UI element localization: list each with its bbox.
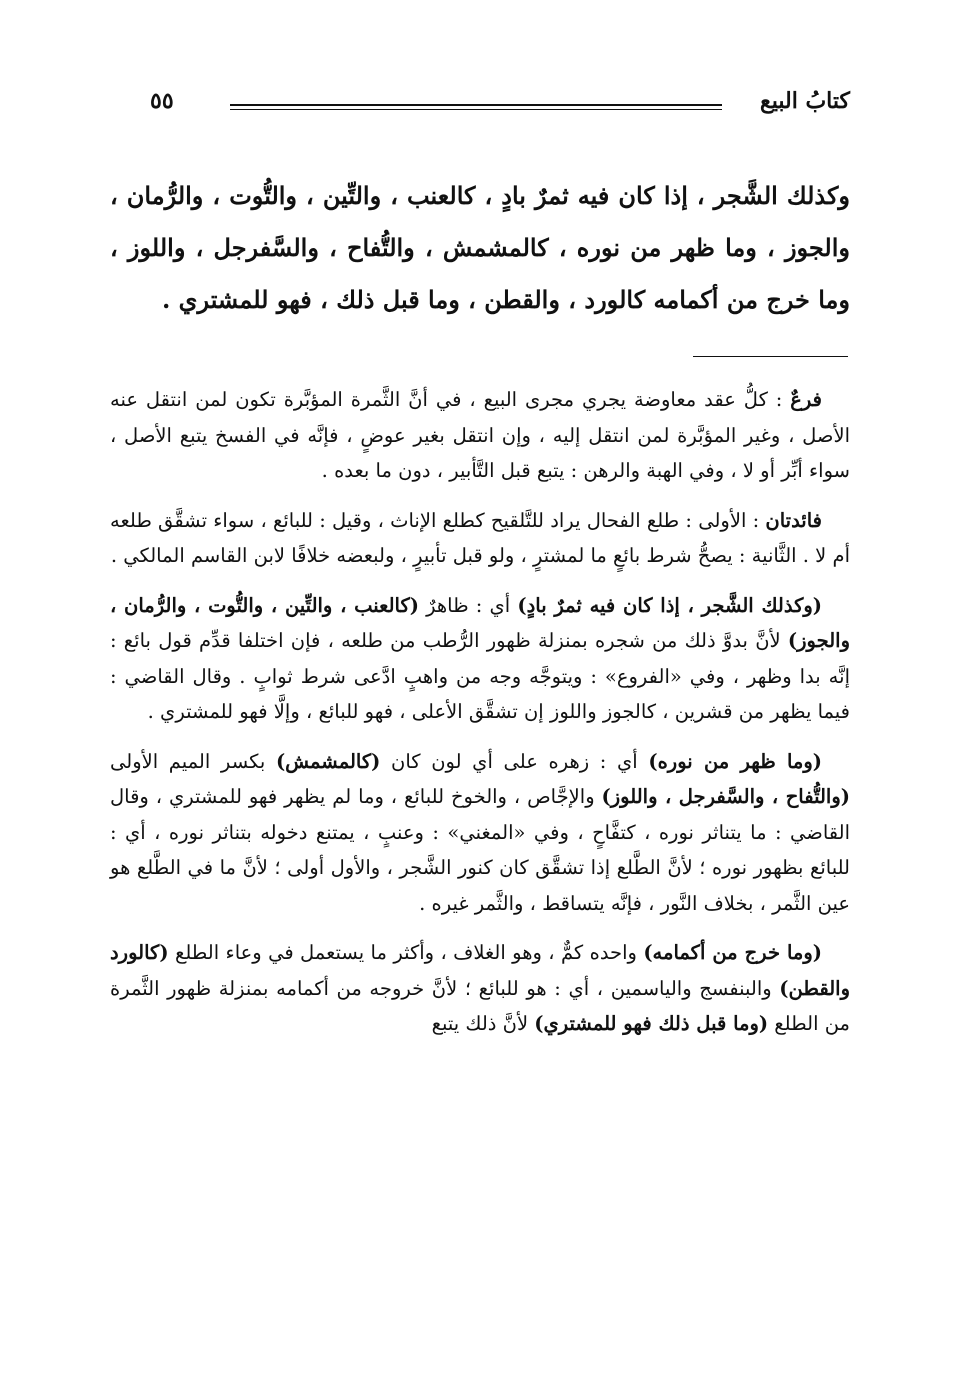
note-label: فائدتان [765, 508, 822, 532]
note-text: : كلُّ عقد معاوضة يجري مجرى البيع ، في أنَّ الثَّمرة المؤبَّرة تكون لمن انتقل عنه الأصل ، وغير المؤبَّرة لمن انتقل إليه ، وإن انتقل بغير عوضٍ ، فإنَّه في الفسخ يتبع الأصل ، سواء أبِّر أو لا ، وفي الهبة والرهن : يتبع قبل التَّأبير ، دون ما بعده . [110, 388, 850, 482]
quoted-text: (وما خرج من أكمامه) [643, 941, 822, 964]
commentary-text: أي : زهره على أي لون كان [380, 749, 649, 773]
commentary-text: واحده كمٌّ ، وهو الغلاف ، وأكثر ما يستعمل في وعاء الطلع [168, 941, 644, 964]
quoted-text: (وما قبل ذلك فهو للمشتري) [534, 1012, 769, 1035]
commentary-text: لأنَّ بدوَّ ذلك من شجره بمنزلة ظهور الرُّطب من طلعه ، فإن اختلفا قدِّم قول بائع : إنَّه بدا وظهر ، وفي «الفروع» : ويتوجَّه وجه من واهبٍ ادَّعى شرط ثوابٍ . وقال القاضي : فيما يظهر من قشرين ، كالجوز واللوز إن تشقَّق الأعلى ، فهو للبائع ، وإلَّا فهو للمشتري . [110, 629, 850, 723]
commentary-paragraph [110, 935, 850, 1042]
separator-line [693, 356, 848, 357]
commentary-text: لأنَّ ذلك يتبع [431, 1012, 535, 1035]
commentary-paragraph [110, 744, 850, 922]
commentary-text: بكسر الميم الأولى [110, 749, 276, 773]
note-far [110, 382, 850, 489]
commentary-paragraph [110, 588, 850, 730]
note-text: : الأولى : طلع الفحال يراد للتَّلقيح كطلع الإناث ، وقيل : للبائع ، سواء تشقَّق طلعه أم لا . الثَّانية : يصحُّ شرط بائعٍ ما لمشترٍ ، ولو قبل تأبيرٍ ، ولبعضه خلافًا لابن القاسم المالكي . [110, 508, 850, 567]
commentary-text: والإجَّاص ، والخوخ للبائع ، وما لم يظهر فهو للمشتري ، وقال القاضي : ما يتناثر نوره ، كتفَّاحٍ ، وفي «المغني» : وعنبٍ ، يمتنع دخوله بتناثر نوره ، أي : للبائع بظهور نوره ؛ لأنَّ الطَّلع إذا تشقَّق كان كنور الشَّجر ، والأول أولى ؛ لأنَّ ما في الطَّلع هو عين الثَّمر ، بخلاف النَّور ، فإنَّه يتساقط ، والثَّمر غيره . [110, 785, 850, 915]
main-text: وكذلك الشَّجر ، إذا كان فيه ثمرٌ بادٍ ، كالعنب ، والتِّين ، والتُّوت ، والرُّمان ، والجوز ، وما ظهر من نوره ، كالمشمش ، والتُّفاح ، والسَّفرجل ، واللوز ، وما خرج من أكمامه كالورد ، والقطن ، وما قبل ذلك ، فهو للمشتري . [110, 181, 850, 314]
note-faidatan [110, 503, 850, 574]
running-header [150, 88, 850, 122]
quoted-text: (والتُّفاح ، والسَّفرجل ، واللوز) [601, 785, 850, 808]
quoted-text: (كالورد والقطن) [110, 941, 850, 1000]
quoted-text: (وما ظهر من نوره) [648, 749, 823, 773]
commentary-text: والبنفسج والياسمين ، أي : هو للبائع ؛ لأنَّ خروجه من أكمامه بمنزلة ظهور الثَّمرة من الطلع [110, 976, 850, 1035]
quoted-text: (كالعنب ، والتِّين ، والتُّوت ، والرُّمان ، والجوز) [110, 593, 850, 652]
chapter-title: كتابُ البيع [760, 88, 850, 114]
header-rule [230, 104, 722, 106]
page-number: ٥٥ [150, 88, 174, 114]
quoted-text: (وكذلك الشَّجر ، إذا كان فيه ثمرٌ بادٍ) [517, 593, 822, 617]
commentary [110, 382, 850, 1056]
commentary-text: أي : ظاهرٌ [418, 593, 518, 617]
note-label: فرعٌ [790, 388, 822, 411]
quoted-text: (كالمشمش) [275, 749, 381, 773]
